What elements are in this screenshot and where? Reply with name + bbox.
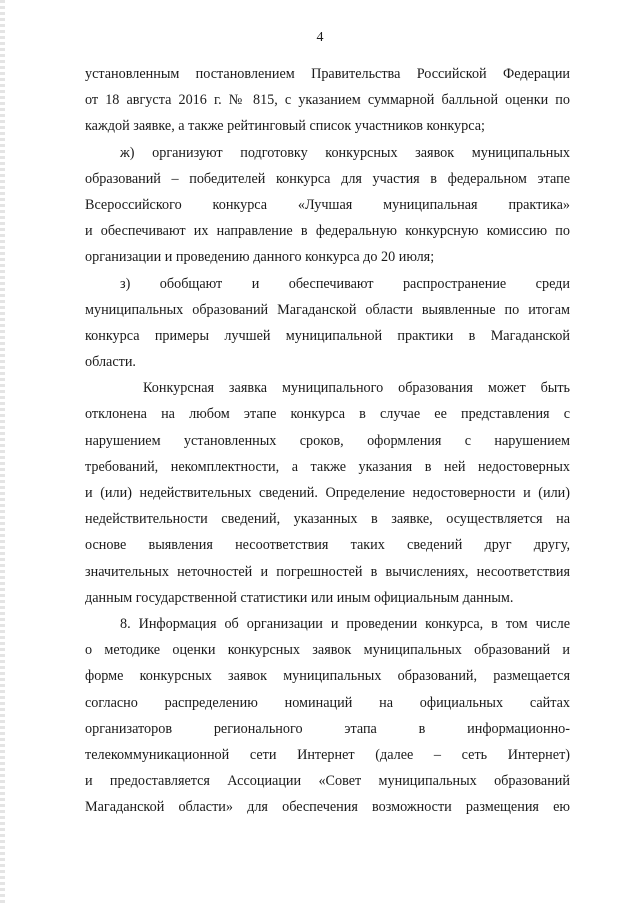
- text-line: и обеспечивают их направление в федеральную конкурсную комиссию по: [85, 223, 570, 240]
- text-line: согласно распределению номинаций на официальных сайтах: [85, 694, 570, 711]
- text-line: нарушением установленных сроков, оформления с нарушением: [85, 432, 570, 449]
- text-line: установленным постановлением Правительства Российской Федерации: [85, 66, 570, 82]
- text-line: основе выявления несоответствия таких сведений друг другу,: [85, 537, 570, 554]
- text-line: требований, некомплектности, а также указания в ней недостоверных: [85, 458, 570, 475]
- text-line: з) обобщают и обеспечивают распространение среди: [120, 275, 570, 292]
- text-line: форме конкурсных заявок муниципальных образований, размещается: [85, 668, 570, 685]
- text-line: конкурса примеры лучшей муниципальной практики в Магаданской: [85, 327, 570, 344]
- scan-edge-artifact: [0, 0, 5, 905]
- text-line: образований – победителей конкурса для участия в федеральном этапе: [85, 170, 570, 187]
- text-line: каждой заявке, а также рейтинговый список участников конкурса;: [85, 118, 485, 135]
- text-line: от 18 августа 2016 г. № 815, с указанием суммарной балльной оценки по: [85, 92, 570, 109]
- text-line: и (или) недействительных сведений. Определение недостоверности и (или): [85, 485, 570, 501]
- text-line: отклонена на любом этапе конкурса в случае ее представления с: [85, 406, 570, 423]
- text-line: 8. Информация об организации и проведении конкурса, в том числе: [120, 615, 570, 632]
- text-line: организации и проведению данного конкурса до 20 июля;: [85, 249, 435, 266]
- text-line: телекоммуникационной сети Интернет (далее – сеть Интернет): [85, 746, 570, 763]
- text-line: организаторов регионального этапа в информационно-: [85, 720, 570, 737]
- text-line: области.: [85, 354, 136, 371]
- text-line: ж) организуют подготовку конкурсных заявок муниципальных: [120, 144, 570, 161]
- text-line: значительных неточностей и погрешностей в вычислениях, несоответствия: [85, 563, 570, 580]
- text-line: и предоставляется Ассоциации «Совет муниципальных образований: [85, 773, 570, 790]
- document-body: [85, 61, 570, 820]
- text-line: Магаданской области» для обеспечения возможности размещения ею: [85, 799, 570, 816]
- text-line: данным государственной статистики или иным официальным данным.: [85, 589, 514, 606]
- text-line: о методике оценки конкурсных заявок муниципальных образований и: [85, 642, 570, 659]
- page-number: 4: [316, 30, 324, 45]
- text-line: муниципальных образований Магаданской области выявленные по итогам: [85, 301, 570, 318]
- text-line: Всероссийского конкурса «Лучшая муниципальная практика»: [85, 196, 570, 213]
- text-line: Конкурсная заявка муниципального образования может быть: [143, 380, 570, 397]
- text-line: недействительности сведений, указанных в заявке, осуществляется на: [85, 511, 570, 528]
